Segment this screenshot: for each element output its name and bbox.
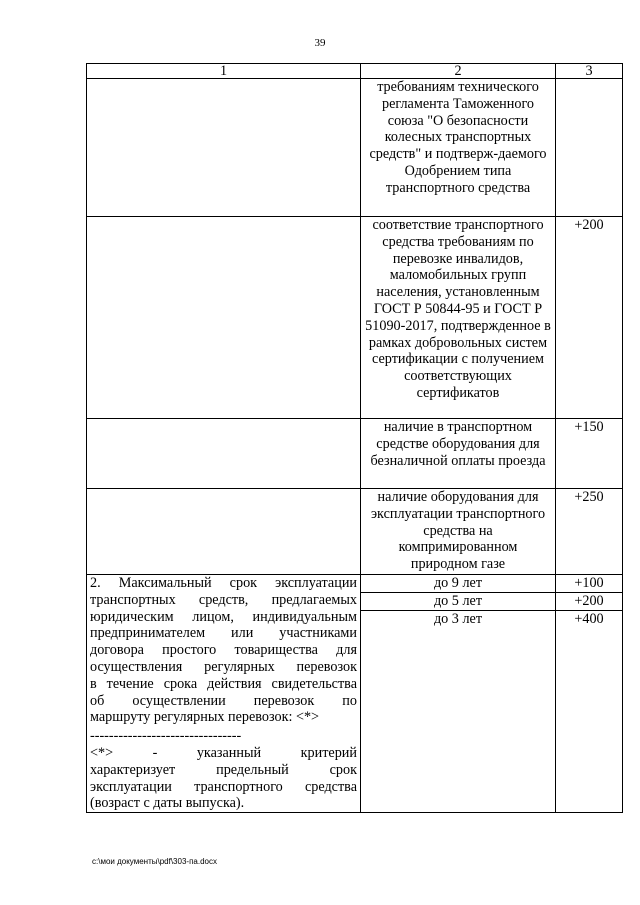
text-line: 2. Максимальный срок эксплуатации [90,575,357,591]
score-cell: +150 [556,419,623,489]
empty-cell [87,217,361,419]
table-header-row [87,64,623,79]
score-cell: +250 [556,489,623,575]
text-line: маршруту регулярных перевозок: <*> [90,709,320,726]
score-cell: +200 [556,593,623,611]
table-row [87,489,623,575]
continued-criterion-cell: требованиям технического регламента Таможенного союза "О безопасности колесных транспортных средств" и подтверж-даемого Одобрением типа транспортного средства [361,79,556,217]
text-line: (возраст с даты выпуска). [90,795,245,812]
table-row [87,419,623,489]
text-line: эксплуатации транспортного средства [90,778,357,795]
text-line: характеризует предельный срок [90,761,357,778]
empty-score-cell [556,79,623,217]
footnote [90,745,357,812]
section-2-title [90,575,357,726]
empty-cell [87,419,361,489]
column-header-2: 2 [361,64,556,79]
criterion-cell: наличие в транспортном средстве оборудования для безналичной оплаты проезда [361,419,556,489]
table-row [87,217,623,419]
criterion-cell: до 9 лет [361,575,556,593]
score-cell: +100 [556,575,623,593]
text-line: предпринимателем или участниками [90,625,357,642]
text-line: юридическим лицом, индивидуальным [90,608,357,625]
empty-cell [87,79,361,217]
text-line: <*> - указанный критерий [90,744,357,761]
column-header-1: 1 [87,64,361,79]
criterion-cell: соответствие транспортного средства требованиям по перевозке инвалидов, маломобильных групп населения, установленным ГОСТ Р 50844-95 и ГОСТ Р 51090-2017, подтвержденное в рамках добровольных систем сертификации с получением соответствующих сертификатов [361,217,556,419]
score-cell: +400 [556,611,623,813]
table-row [87,79,623,217]
criterion-cell: наличие оборудования для эксплуатации транспортного средства на компримированном природном газе [361,489,556,575]
text-line: договора простого товарищества для [90,642,357,659]
page-number: 39 [314,37,326,49]
text-line: осуществления регулярных перевозок [90,658,357,675]
empty-cell [87,489,361,575]
text-line: транспортных средств, предлагаемых [90,591,357,608]
section-2-title-cell [87,575,361,813]
column-header-3: 3 [556,64,623,79]
criterion-cell: до 5 лет [361,593,556,611]
criterion-cell: до 3 лет [361,611,556,813]
criteria-table [86,63,623,813]
score-cell: +200 [556,217,623,419]
text-line: об осуществлении перевозок по [90,692,357,709]
footer-file-path: c:\мои документы\pdf\303-па.docx [92,857,217,866]
footnote-separator: -------------------------------- [90,728,242,745]
text-line: в течение срока действия свидетельства [90,675,357,692]
table-row [87,575,623,593]
